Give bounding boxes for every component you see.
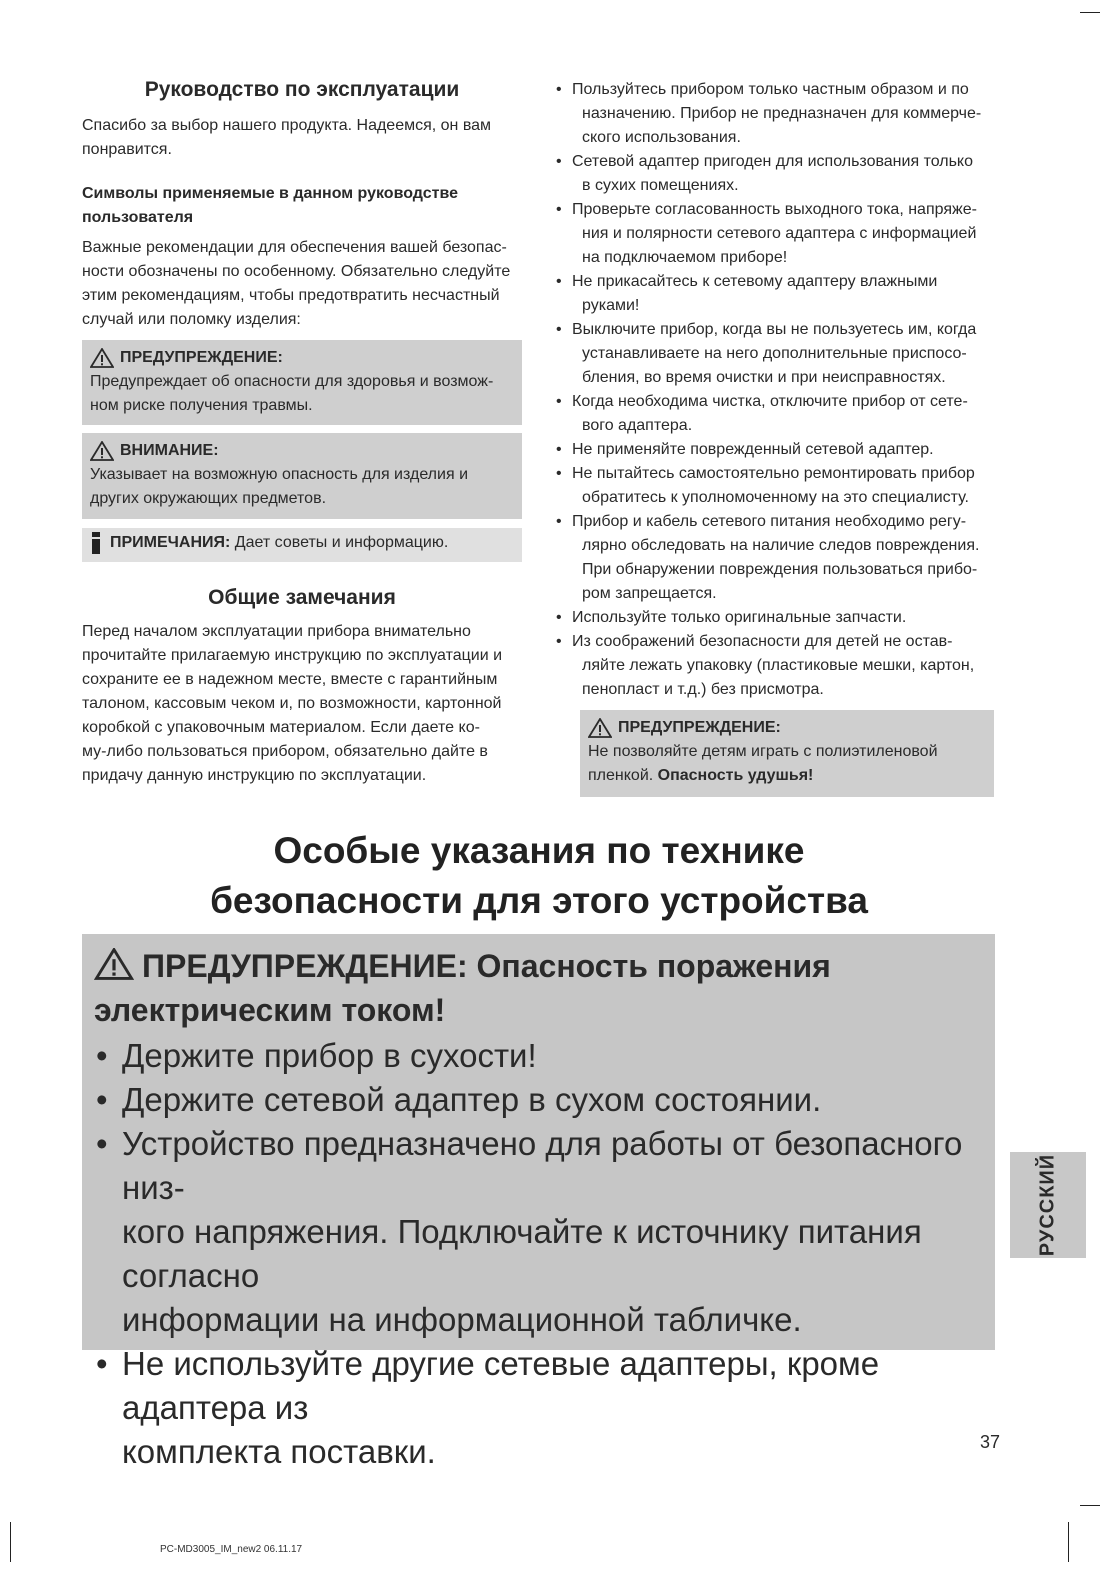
notes-text: Дает советы и информацию. (230, 534, 449, 551)
list-item: • Выключите прибор, когда вы не пользуетесь им, когда устанавливаете на него дополнительные приспосо- бления, во время очистки и при неисправностях. (556, 321, 977, 386)
list-item: • Пользуйтесь прибором только частным образом и по назначению. Прибор не предназначен для коммерче- ского использования. (556, 81, 982, 146)
list-item: • Не применяйте поврежденный сетевой адаптер. (556, 441, 934, 458)
attention-title: ВНИМАНИЕ: (120, 442, 219, 459)
list-item: • Проверьте согласованность выходного тока, напряже- ния и полярности сетевого адаптера с информацией на подключаемом приборе! (556, 201, 977, 266)
right-column (556, 78, 996, 797)
list-item: • Из соображений безопасности для детей не остав- ляйте лежать упаковку (пластиковые мешки, картон, пенопласт и т.д.) без присмотра. (556, 633, 975, 698)
left-column (82, 78, 522, 788)
warning-box (82, 340, 522, 425)
general-text: Перед началом эксплуатации прибора внимательно прочитайте прилагаемую инструкцию по эксплуатации и сохраните ее в надежном месте, вместе с гарантийным талоном, кассовым чеком и, по возможности, картонной коробкой с упаковочным материалом. Если даете ко- му-либо пользоваться прибором, обязательно дайте в придачу данную инструкцию по эксплуатации. (82, 623, 503, 784)
list-item: • Используйте только оригинальные запчасти. (556, 609, 907, 626)
warning-text: Предупреждает об опасности для здоровья и возмож- ном риске получения травмы. (90, 373, 494, 414)
symbols-text: Важные рекомендации для обеспечения вашей безопас- ности обозначены по особенному. Обязательно следуйте этим рекомендациям, чтобы предотвратить несчастный случай или поломку изделия: (82, 239, 511, 328)
warning-triangle-icon (588, 718, 612, 738)
warning-triangle-icon (94, 948, 134, 980)
list-item: • Не пытайтесь самостоятельно ремонтировать прибор обратитесь к уполномоченному на это специалисту. (556, 465, 975, 506)
footer-file-info: PC-MD3005_IM_new2 06.11.17 (160, 1544, 303, 1555)
notes-label: ПРИМЕЧАНИЯ: (110, 534, 231, 551)
info-icon (90, 532, 102, 554)
list-item: • Не прикасайтесь к сетевому адаптеру влажными руками! (556, 273, 938, 314)
language-label: РУССКИЙ (1036, 1153, 1059, 1257)
intro-text: Спасибо за выбор нашего продукта. Надеемся, он вам понравится. (82, 117, 492, 158)
crop-mark (1068, 1522, 1069, 1562)
electric-shock-title: ПРЕДУПРЕЖДЕНИЕ: Опасность поражения электрическим током! (94, 948, 831, 1028)
symbols-heading: Символы применяемые в данном руководстве пользователя (82, 185, 458, 226)
page-number: 37 (979, 1432, 1000, 1452)
child-warning-box (580, 710, 994, 797)
general-title: Общие замечания (208, 586, 396, 609)
attention-text: Указывает на возможную опасность для изделия и других окружающих предметов. (90, 466, 468, 507)
attention-box (82, 433, 522, 519)
child-warning-text: Не позволяйте детям играть с полиэтиленовой пленкой. Опасность удушья! (588, 743, 938, 784)
list-item: • Сетевой адаптер пригоден для использования только в сухих помещениях. (556, 153, 974, 194)
child-warning-title: ПРЕДУПРЕЖДЕНИЕ: (618, 719, 781, 736)
crop-mark (1080, 1505, 1100, 1506)
list-item: • Прибор и кабель сетевого питания необходимо регу- лярно обследовать на наличие следов повреждения. При обнаружении повреждения пользоваться прибо- ром запрещается. (556, 513, 980, 602)
list-item: • Когда необходима чистка, отключите прибор от сете- вого адаптера. (556, 393, 968, 434)
notes-box (82, 528, 522, 562)
list-item: • Держите сетевой адаптер в сухом состоянии. (96, 1081, 822, 1118)
warning-triangle-icon (90, 348, 114, 368)
manual-title: Руководство по эксплуатации (144, 78, 460, 101)
list-item: • Устройство предназначено для работы от безопасного низ- кого напряжения. Подключайте к источнику питания согласно информации на информационной табличке. (96, 1125, 963, 1338)
electric-shock-list (94, 1034, 983, 1474)
language-tab (1010, 1152, 1086, 1258)
crop-mark (10, 1522, 11, 1562)
list-item: • Не используйте другие сетевые адаптеры, кроме адаптера из комплекта поставки. (96, 1345, 880, 1470)
safety-list (556, 78, 996, 702)
list-item: • Держите прибор в сухости! (96, 1037, 537, 1074)
warning-title: ПРЕДУПРЕЖДЕНИЕ: (120, 349, 283, 366)
special-section-title: Особые указания по технике безопасности для этого устройства (210, 830, 868, 921)
crop-mark (1080, 12, 1100, 13)
warning-triangle-icon (90, 441, 114, 461)
